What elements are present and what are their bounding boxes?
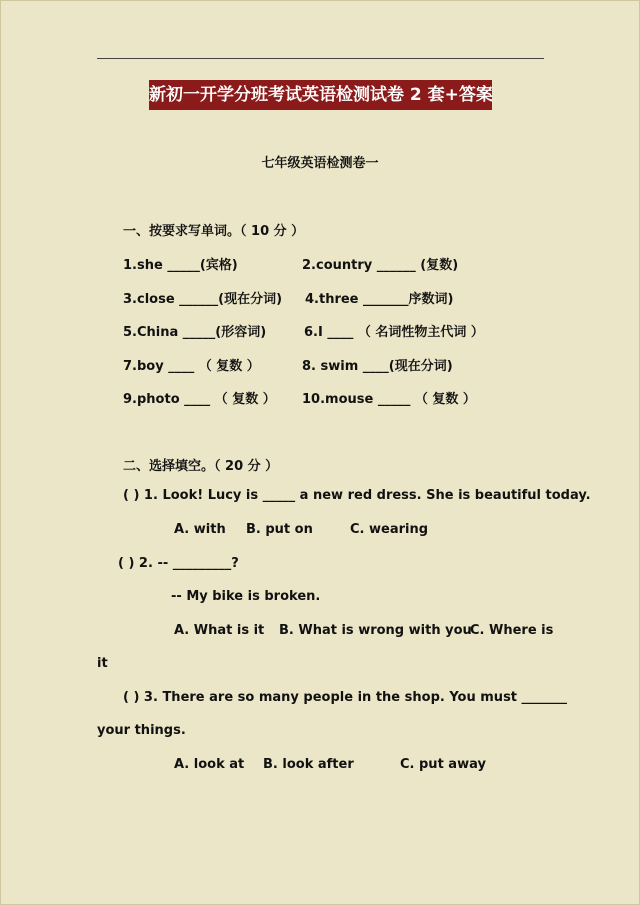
question-3: ( ) 3. There are so many people in the shop. You must _______ [123, 690, 568, 705]
question-2: ( ) 2. -- _________? [118, 556, 239, 571]
q1-option-c: C. wearing [350, 522, 429, 537]
q2-option-b: B. What is wrong with you [279, 623, 472, 638]
q3-option-b: B. look after [263, 757, 354, 772]
q2-option-c-continued: it [97, 656, 108, 671]
question-3-continued: your things. [97, 723, 186, 738]
q1-option-a: A. with [174, 522, 226, 537]
word-item-10: 10.mouse _____ （ 复数 ） [302, 392, 476, 407]
q3-option-a: A. look at [174, 757, 245, 772]
section2-title: 二、选择填空。（ 20 分 ） [123, 459, 279, 474]
word-item-3: 3.close ______(现在分词) [123, 292, 283, 307]
word-item-6: 6.I ____ （ 名词性物主代词 ） [304, 325, 484, 340]
word-item-9: 9.photo ____ （ 复数 ） [123, 392, 276, 407]
exam-subtitle: 七年级英语检测卷一 [261, 156, 379, 171]
q2-option-a: A. What is it [174, 623, 265, 638]
q2-reply: -- My bike is broken. [171, 589, 321, 604]
q2-option-c: C. Where is [470, 623, 554, 638]
section1-title: 一、按要求写单词。（ 10 分 ） [123, 224, 305, 239]
word-item-7: 7.boy ____ （ 复数 ） [123, 359, 260, 374]
document-title-banner: 新初一开学分班考试英语检测试卷 2 套+答案 [149, 80, 492, 110]
word-item-4: 4.three _______序数词) [305, 292, 454, 307]
question-1: ( ) 1. Look! Lucy is _____ a new red dress. She is beautiful today. [123, 488, 591, 503]
word-item-2: 2.country ______ (复数) [302, 258, 459, 273]
header-rule [97, 58, 544, 59]
word-item-8: 8. swim ____(现在分词) [302, 359, 453, 374]
q3-option-c: C. put away [400, 757, 486, 772]
q1-option-b: B. put on [246, 522, 313, 537]
word-item-5: 5.China _____(形容词) [123, 325, 267, 340]
word-item-1: 1.she _____(宾格) [123, 258, 238, 273]
